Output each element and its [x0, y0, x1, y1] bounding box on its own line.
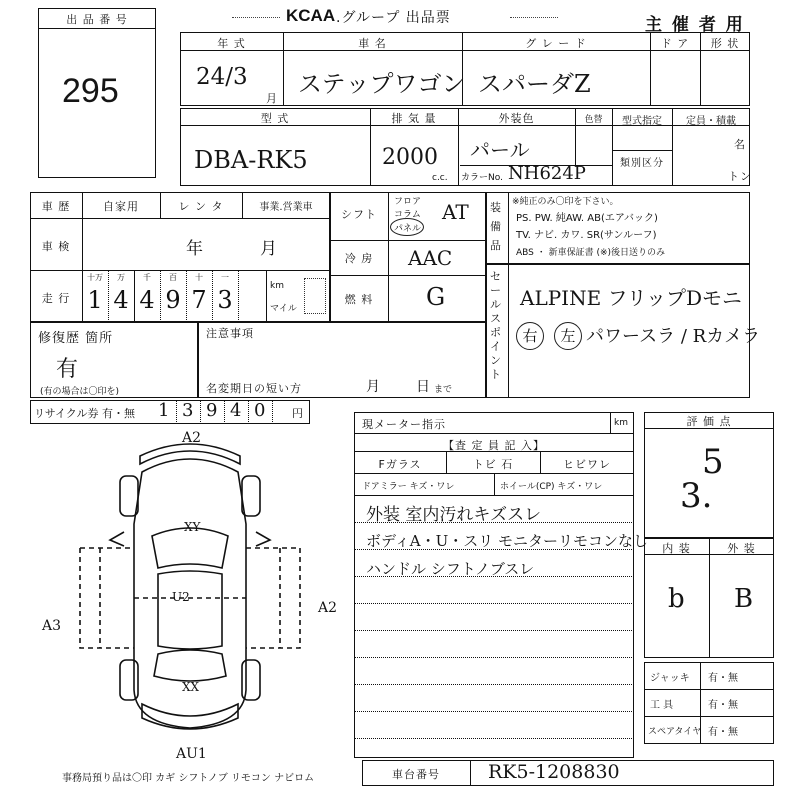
door-mirror-label: ドアミラー キズ・ワレ	[362, 482, 455, 492]
digit-unit-label: 万	[117, 273, 125, 282]
private-use-option: 自家用	[103, 200, 139, 213]
repaint-label: 色替	[584, 115, 603, 125]
model-name-label: 車 名	[358, 37, 387, 50]
interior-value: b	[668, 584, 685, 614]
recycle-digit: 9	[206, 400, 218, 421]
yen-unit: 円	[292, 407, 304, 420]
left-rear-tire	[120, 660, 138, 700]
exterior-color-value: パール	[470, 138, 530, 162]
stone-chip-label: トビ 石	[472, 458, 514, 471]
mileage-digit: 9	[165, 286, 181, 314]
crack-label: ヒビワレ	[563, 458, 611, 471]
right-rear-tire	[242, 660, 260, 700]
person-unit: 名	[734, 138, 746, 151]
sales-point-line-1: ALPINE フリップDモニ	[520, 286, 742, 310]
mile-unit: マイル	[270, 304, 297, 314]
panel-circle	[390, 218, 424, 236]
mark-bottom: AU1	[176, 746, 207, 762]
lot-number-value: 295	[62, 72, 119, 110]
organizer-label: 主 催 者 用	[645, 15, 745, 35]
shift-label: シフト	[341, 208, 377, 221]
inspection-month-unit: 月	[260, 239, 277, 259]
exterior-label: 外 装	[727, 542, 756, 555]
right-side-panel	[246, 548, 300, 648]
until-label: まで	[434, 385, 453, 395]
mileage-digit: 3	[217, 286, 233, 314]
tool-value: 有・無	[708, 700, 738, 711]
inspector-comment-2: ボディA・U・スリ モニターリモコンなし	[366, 532, 649, 550]
color-no-value: NH624P	[508, 163, 586, 184]
dotted-field	[510, 17, 558, 18]
name-change-label: 名変期日の短い方	[206, 382, 302, 395]
shift-option-column: コラム	[394, 210, 421, 220]
dotted-field	[232, 17, 280, 18]
grade-label: グ レ ー ド	[525, 37, 587, 50]
door-label: ド ア	[660, 37, 690, 50]
sales-point-line-2: パワースラ / Rカメラ	[586, 326, 761, 347]
color-no-label: カラーNo.	[461, 173, 503, 183]
ton-unit: トン	[728, 170, 752, 183]
category-label: 類別区分	[620, 158, 664, 169]
month-unit: 月	[266, 92, 278, 105]
score-value-1: 5	[702, 442, 724, 482]
fuel-value: G	[426, 283, 446, 311]
front-bumper	[140, 444, 240, 464]
inspection-label: 車 検	[41, 240, 71, 253]
shift-option-panel: パネル	[394, 224, 422, 234]
right-circle-mark	[516, 322, 544, 350]
spare-tire-label: スペアタイヤ	[648, 727, 702, 737]
shift-option-floor: フロア	[394, 197, 422, 207]
lot-number-label: 出 品 番 号	[66, 13, 128, 26]
rental-option: レ ン タ	[178, 200, 224, 213]
digit-unit-label: 十万	[87, 273, 103, 282]
repair-note: (有の場合は〇印を)	[40, 387, 120, 397]
fuel-label: 燃 料	[344, 293, 374, 306]
year-value: 24/3	[196, 64, 248, 90]
equipment-line-3: ABS ・ 新車保証書 (※)後日送りのみ	[516, 248, 666, 258]
capacity-label: 定員・積載	[686, 116, 736, 127]
repair-label: 修復歴 箇所	[38, 331, 114, 346]
digit-unit-label: 百	[169, 273, 177, 282]
score-label: 評 価 点	[686, 415, 732, 428]
grade-value: スパーダZ	[478, 70, 591, 98]
digit-unit-label: 一	[221, 273, 229, 282]
type-designation-label: 型式指定	[622, 116, 662, 127]
spare-tire-value: 有・無	[708, 727, 738, 738]
jack-label: ジャッキ	[650, 673, 690, 684]
type-label: 型 式	[260, 112, 290, 125]
jack-value: 有・無	[708, 673, 738, 684]
shift-value: AT	[442, 200, 469, 224]
recycle-digit: 1	[158, 400, 170, 421]
recycle-digit: 4	[230, 400, 242, 421]
inspector-title: 【査 定 員 記 入】	[443, 439, 545, 452]
chassis-label: 車台番号	[392, 768, 440, 781]
interior-label: 内 装	[662, 542, 691, 555]
kcaa-logo: KCAA	[286, 6, 336, 25]
displacement-value: 2000	[382, 145, 438, 170]
km-unit: km	[270, 281, 284, 291]
notes-label: 注意事項	[206, 327, 254, 340]
exterior-color-label: 外装色	[498, 112, 535, 125]
equipment-line-1: PS. PW. 純AW. AB(エアバック)	[516, 213, 658, 224]
year-label: 年 式	[217, 37, 246, 50]
meter-label: 現メーター指示	[362, 418, 446, 431]
mark-left: A3	[42, 618, 62, 634]
business-option: 事業.営業車	[259, 202, 313, 213]
wheel-label: ホイール(CP) キズ・ワレ	[500, 482, 603, 492]
sales-point-label: セールスポイント	[490, 270, 501, 381]
left-mirror	[110, 532, 124, 546]
notes-day-unit: 日	[416, 379, 430, 395]
left-side-panel	[80, 548, 134, 648]
left-circle-mark	[554, 322, 582, 350]
windshield-label: Fガラス	[378, 458, 422, 471]
notes-month-unit: 月	[366, 379, 380, 395]
score-value-2: 3.	[680, 476, 713, 516]
office-note: 事務局預り品は〇印 カギ シフトノブ リモコン ナビロム	[62, 773, 315, 784]
recycle-digit: 0	[254, 400, 266, 421]
ac-label: 冷 房	[344, 252, 374, 265]
digit-unit-label: 千	[143, 273, 151, 282]
left-mark-text: 左	[560, 327, 576, 345]
body-type-label: 形 状	[710, 37, 740, 50]
history-label: 車 歴	[41, 200, 71, 213]
equipment-label: 装備品	[490, 201, 501, 252]
mileage-digit: 4	[113, 286, 129, 314]
model-name-value: ステップワゴン	[298, 70, 466, 98]
type-value: DBA-RK5	[194, 146, 308, 174]
inspector-comment-1: 外装 室内汚れキズスレ	[366, 505, 542, 525]
mileage-digit: 4	[139, 286, 155, 314]
digit-unit-label: 十	[195, 273, 203, 282]
displacement-label: 排 気 量	[391, 112, 437, 125]
rear-window	[154, 650, 226, 681]
mileage-digit: 7	[191, 286, 207, 314]
right-mark-text: 右	[522, 327, 538, 345]
mileage-label: 走 行	[41, 292, 71, 305]
form-title: .グループ 出品票	[336, 10, 451, 26]
mark-rear: XX	[182, 680, 200, 694]
car-diagram	[30, 428, 350, 748]
mile-checkbox[interactable]	[304, 278, 326, 314]
inspection-year-unit: 年	[186, 239, 203, 259]
equipment-note: ※純正のみ〇印を下さい。	[512, 197, 619, 207]
inspector-comment-3: ハンドル シフトノブスレ	[366, 560, 535, 578]
recycle-label: リサイクル券 有・無	[34, 407, 135, 420]
roof	[158, 571, 222, 649]
mark-front: A2	[182, 430, 202, 446]
exterior-value: B	[734, 584, 754, 614]
ac-value: AAC	[408, 246, 453, 270]
right-front-tire	[242, 476, 260, 516]
right-mirror	[256, 532, 270, 546]
left-front-tire	[120, 476, 138, 516]
tool-label: 工 具	[650, 700, 674, 711]
meter-km-unit: km	[614, 418, 628, 428]
repair-value: 有	[56, 357, 79, 382]
mileage-digit: 1	[87, 286, 103, 314]
cc-unit: c.c.	[432, 173, 448, 183]
equipment-line-2: TV. ナビ. カワ. SR(サンルーフ)	[516, 230, 657, 241]
mark-right: A2	[318, 600, 338, 616]
windshield	[152, 528, 228, 568]
rear-bumper	[142, 704, 238, 729]
chassis-value: RK5-1208830	[488, 761, 620, 783]
mark-windshield: XY	[184, 520, 201, 534]
mark-roof: U2	[172, 590, 190, 604]
recycle-digit: 3	[182, 400, 194, 421]
